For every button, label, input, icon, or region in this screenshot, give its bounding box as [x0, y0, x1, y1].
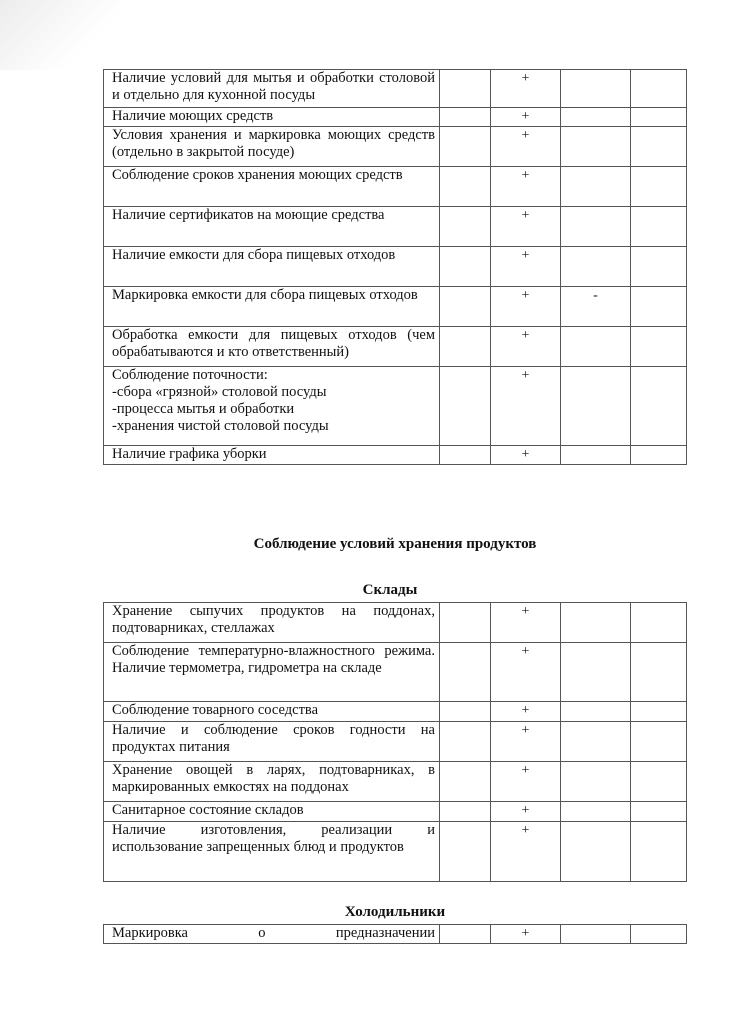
row-text: Хранение сыпучих продуктов на поддонах, подтоварниках, стеллажах: [104, 603, 440, 643]
empty-cell: [561, 108, 631, 127]
table-row: [104, 247, 687, 287]
empty-cell: [631, 207, 687, 247]
empty-cell: [631, 70, 687, 108]
empty-cell: [440, 446, 491, 465]
empty-cell: [631, 762, 687, 802]
empty-cell: [561, 446, 631, 465]
subsection-title-sklady: Склады: [362, 582, 418, 598]
empty-cell: [561, 722, 631, 762]
table-row: [104, 70, 687, 108]
empty-cell: [440, 702, 491, 722]
table-row: [104, 603, 687, 643]
empty-cell: [561, 762, 631, 802]
check-mark: +: [491, 643, 561, 702]
check-mark: +: [491, 108, 561, 127]
empty-cell: [631, 722, 687, 762]
empty-cell: [440, 822, 491, 882]
check-mark: +: [491, 247, 561, 287]
section-title: Соблюдение условий хранения продуктов: [253, 536, 537, 552]
table-row: [104, 287, 687, 327]
check-mark: +: [491, 167, 561, 207]
empty-cell: [561, 702, 631, 722]
empty-cell: [561, 367, 631, 446]
table-row: [104, 802, 687, 822]
empty-cell: [561, 327, 631, 367]
check-mark: +: [491, 367, 561, 446]
empty-cell: [631, 108, 687, 127]
dash-mark: -: [561, 287, 631, 327]
empty-cell: [631, 802, 687, 822]
subsection-title-holodilniki: Холодильники: [344, 904, 446, 920]
empty-cell: [561, 822, 631, 882]
warehouse-checklist-table: [103, 602, 687, 882]
check-mark: +: [491, 722, 561, 762]
table-row: [104, 446, 687, 465]
empty-cell: [561, 802, 631, 822]
table-row: [104, 722, 687, 762]
row-text: Наличие и соблюдение сроков годности на продуктах питания: [104, 722, 440, 762]
row-text: Маркировка о предназначении: [104, 925, 440, 944]
check-mark: +: [491, 603, 561, 643]
check-mark: +: [491, 287, 561, 327]
table-row: [104, 925, 687, 944]
check-mark: +: [491, 127, 561, 167]
empty-cell: [440, 127, 491, 167]
row-text: Условия хранения и маркировка моющих средств (отдельно в закрытой посуде): [104, 127, 440, 167]
check-mark: +: [491, 822, 561, 882]
check-mark: +: [491, 70, 561, 108]
empty-cell: [440, 287, 491, 327]
row-text: Наличие емкости для сбора пищевых отходов: [104, 247, 440, 287]
check-mark: +: [491, 207, 561, 247]
row-text: Наличие изготовления, реализации и использование запрещенных блюд и продуктов: [104, 822, 440, 882]
check-mark: +: [491, 327, 561, 367]
table-row: [104, 127, 687, 167]
empty-cell: [561, 207, 631, 247]
empty-cell: [440, 762, 491, 802]
check-mark: +: [491, 702, 561, 722]
empty-cell: [440, 70, 491, 108]
row-text: Хранение овощей в ларях, подтоварниках, в маркированных емкостях на поддонах: [104, 762, 440, 802]
empty-cell: [561, 603, 631, 643]
empty-cell: [631, 287, 687, 327]
empty-cell: [440, 367, 491, 446]
empty-cell: [440, 802, 491, 822]
empty-cell: [440, 247, 491, 287]
empty-cell: [631, 925, 687, 944]
empty-cell: [631, 702, 687, 722]
row-text: Санитарное состояние складов: [104, 802, 440, 822]
empty-cell: [561, 925, 631, 944]
table-row: [104, 327, 687, 367]
row-text: Наличие сертификатов на моющие средства: [104, 207, 440, 247]
check-mark: +: [491, 802, 561, 822]
row-text: Соблюдение сроков хранения моющих средств: [104, 167, 440, 207]
empty-cell: [561, 127, 631, 167]
empty-cell: [440, 327, 491, 367]
row-text: Соблюдение температурно-влажностного режима. Наличие термометра, гидрометра на складе: [104, 643, 440, 702]
empty-cell: [631, 603, 687, 643]
empty-cell: [631, 367, 687, 446]
check-mark: +: [491, 762, 561, 802]
table-row: [104, 643, 687, 702]
empty-cell: [561, 167, 631, 207]
table-row: [104, 108, 687, 127]
empty-cell: [561, 643, 631, 702]
empty-cell: [561, 247, 631, 287]
table-row: [104, 822, 687, 882]
table-row: [104, 367, 687, 446]
empty-cell: [631, 127, 687, 167]
empty-cell: [631, 247, 687, 287]
empty-cell: [440, 207, 491, 247]
table-row: [104, 207, 687, 247]
row-text: Соблюдение товарного соседства: [104, 702, 440, 722]
empty-cell: [561, 70, 631, 108]
empty-cell: [631, 167, 687, 207]
empty-cell: [631, 327, 687, 367]
empty-cell: [440, 643, 491, 702]
scan-shadow: [0, 0, 120, 70]
empty-cell: [631, 446, 687, 465]
table-row: [104, 702, 687, 722]
table-row: [104, 762, 687, 802]
row-text: Соблюдение поточности: -сбора «грязной» столовой посуды -процесса мытья и обработки -хранения чистой столовой посуды: [104, 367, 440, 446]
empty-cell: [631, 643, 687, 702]
row-text: Наличие моющих средств: [104, 108, 440, 127]
dishwashing-checklist-table: [103, 69, 687, 465]
row-text: Обработка емкости для пищевых отходов (чем обрабатываются и кто ответственный): [104, 327, 440, 367]
empty-cell: [440, 108, 491, 127]
empty-cell: [440, 603, 491, 643]
check-mark: +: [491, 925, 561, 944]
row-text: Маркировка емкости для сбора пищевых отходов: [104, 287, 440, 327]
empty-cell: [440, 167, 491, 207]
empty-cell: [631, 822, 687, 882]
row-text: Наличие графика уборки: [104, 446, 440, 465]
empty-cell: [440, 925, 491, 944]
check-mark: +: [491, 446, 561, 465]
table-row: [104, 167, 687, 207]
row-text: Наличие условий для мытья и обработки столовой и отдельно для кухонной посуды: [104, 70, 440, 108]
refrigerator-checklist-table: [103, 924, 687, 944]
empty-cell: [440, 722, 491, 762]
